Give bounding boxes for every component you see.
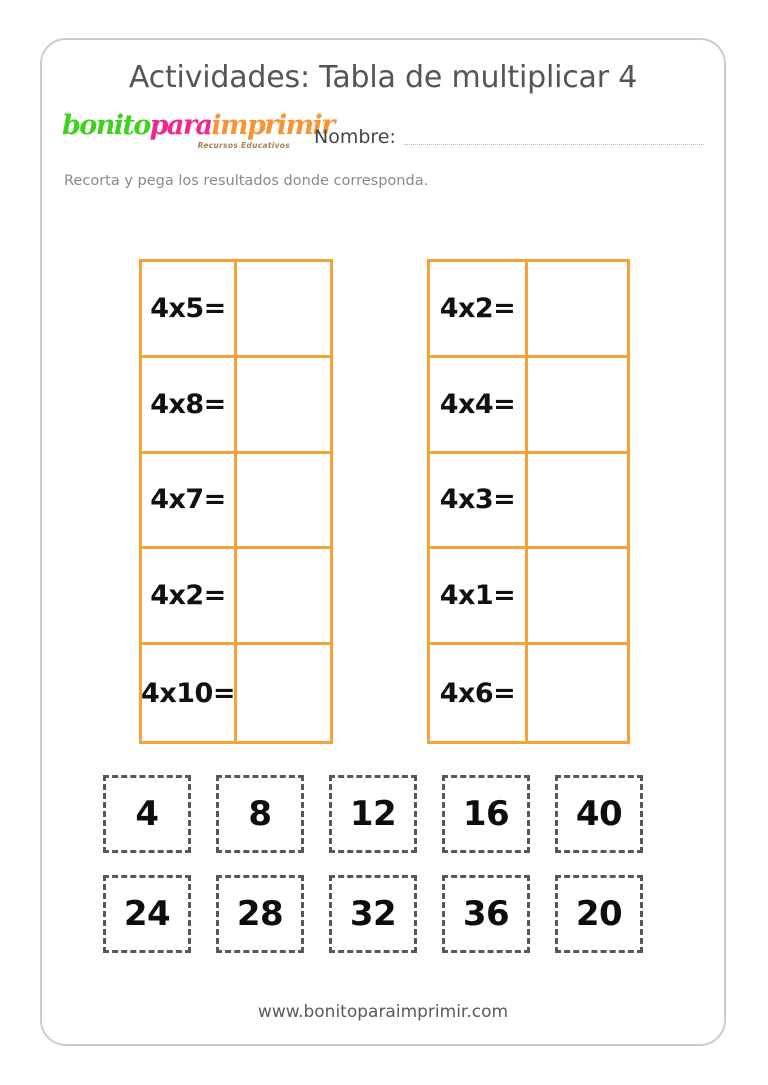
answer-cell[interactable] (237, 262, 330, 355)
expression-cell: 4x5= (142, 262, 237, 355)
name-field-label: Nombre: (314, 126, 396, 148)
table-row (142, 358, 330, 454)
cutout-tile[interactable]: 32 (329, 875, 417, 953)
brand-segment-bonito: bonito (62, 110, 150, 141)
name-field (314, 126, 704, 148)
expression-cell: 4x2= (142, 549, 237, 642)
cutout-tile[interactable]: 8 (216, 775, 304, 853)
answer-cell[interactable] (528, 358, 627, 451)
answer-cell[interactable] (528, 549, 627, 642)
table-row (430, 358, 627, 454)
table-row (430, 549, 627, 645)
brand-tagline: Recursos Educativos (197, 141, 290, 150)
table-row (430, 645, 627, 741)
answer-cell[interactable] (237, 454, 330, 547)
cutout-tiles (103, 775, 663, 953)
answer-cell[interactable] (528, 262, 627, 355)
expression-cell: 4x4= (430, 358, 528, 451)
brand-segment-imprimir: imprimir (211, 110, 334, 141)
cutout-tile[interactable]: 16 (442, 775, 530, 853)
expression-cell: 4x1= (430, 549, 528, 642)
table-row (430, 454, 627, 550)
instructions-text: Recorta y pega los resultados donde corresponda. (64, 173, 429, 189)
cutout-tile[interactable]: 40 (555, 775, 643, 853)
brand-logo (62, 110, 334, 162)
multiplication-table-right (427, 259, 630, 744)
expression-cell: 4x6= (430, 645, 528, 741)
cutout-tile-row (103, 775, 663, 853)
page-title: Actividades: Tabla de multiplicar 4 (128, 60, 638, 95)
answer-cell[interactable] (528, 454, 627, 547)
expression-cell: 4x10= (142, 645, 237, 741)
brand-logo-text (62, 110, 334, 141)
multiplication-table-left (139, 259, 333, 744)
cutout-tile[interactable]: 4 (103, 775, 191, 853)
table-row (142, 262, 330, 358)
expression-cell: 4x8= (142, 358, 237, 451)
footer-url: www.bonitoparaimprimir.com (257, 1002, 509, 1022)
name-field-input-line[interactable] (404, 143, 704, 145)
worksheet-page (40, 38, 726, 1046)
cutout-tile[interactable]: 24 (103, 875, 191, 953)
table-row (430, 262, 627, 358)
table-row (142, 454, 330, 550)
answer-cell[interactable] (528, 645, 627, 741)
expression-cell: 4x3= (430, 454, 528, 547)
cutout-tile[interactable]: 28 (216, 875, 304, 953)
cutout-tile[interactable]: 12 (329, 775, 417, 853)
table-row (142, 645, 330, 741)
brand-segment-para: para (149, 110, 212, 141)
table-row (142, 549, 330, 645)
expression-cell: 4x7= (142, 454, 237, 547)
cutout-tile[interactable]: 20 (555, 875, 643, 953)
expression-cell: 4x2= (430, 262, 528, 355)
answer-cell[interactable] (237, 645, 330, 741)
answer-cell[interactable] (237, 549, 330, 642)
answer-cell[interactable] (237, 358, 330, 451)
cutout-tile-row (103, 875, 663, 953)
cutout-tile[interactable]: 36 (442, 875, 530, 953)
